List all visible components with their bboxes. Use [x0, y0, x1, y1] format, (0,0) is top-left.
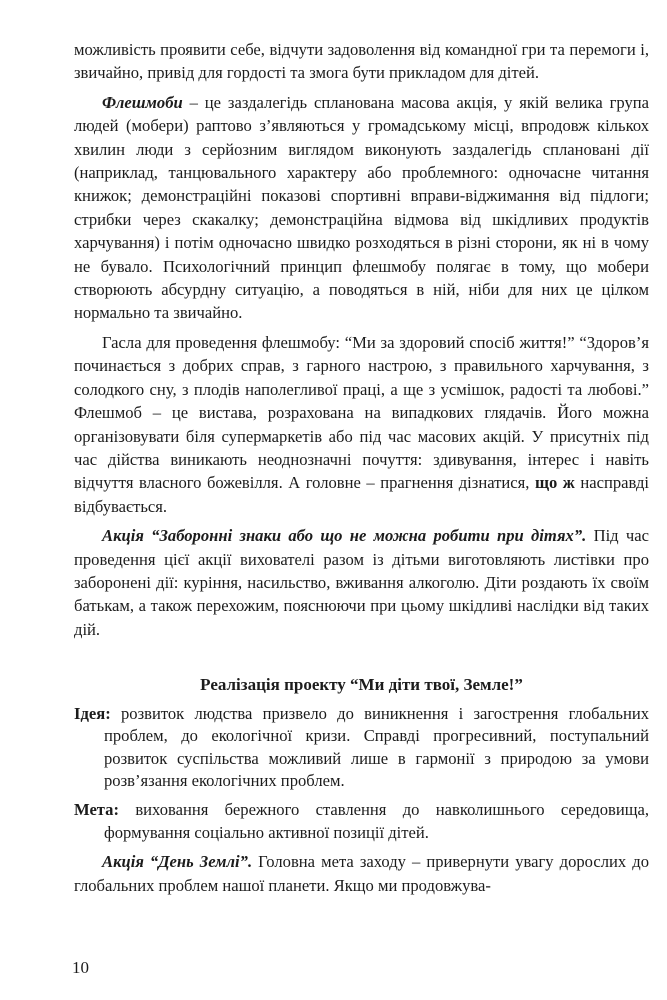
paragraph-teamwork — [74, 38, 649, 85]
emphasis-text: що ж — [534, 473, 575, 493]
paragraph-action-forbidden-signs — [74, 524, 649, 641]
flashmob-slogans-tail: насправді відбувається. — [74, 473, 649, 516]
flashmob-slogans-text: Гасла для проведення флешмобу: “Ми за здоровий спосіб життя!” “Здоров’я починається з добрих справ, з гарного настрою, з правильного харчування, з солодкого сну, з плодів наполегливої праці, а ще з усмішок, радості та любові.” Флешмоб – це вистава, розрахована на випадкових глядачів. Його можна організовувати біля супермаркетів або під час масових акцій. У присутніх під час дійства виникають неоднозначні почуття: здивування, інтерес і навіть відчуття власного божевілля. А головне – прагнення дізнатися, — [74, 332, 649, 493]
idea-label: Ідея: — [74, 703, 111, 723]
goal-text: виховання бережного ставлення до навколишнього середовища, формування соціально активної позиції дітей. — [104, 799, 649, 842]
action-earth-day-title: Акція “День Землі”. — [102, 852, 253, 872]
paragraph-flashmob-definition — [74, 91, 649, 325]
flashmob-definition-text: – це заздалегідь спланована масова акція, у якій велика група людей (мобери) раптово з’являються у громадському місці, впродовж кількох хвилин люди з серйозним виглядом виконують заздалегідь сплановані дії (наприклад, танцювального характеру або проблемного: одночасне читання книжок; демонстраційні показові спортивні вправи-віджимання від підлоги; стрибки через скакалку; демонстраційна відмова від шкідливих продуктів харчування) і потім одночасно швидко розходяться в різні сторони, як ні в чому не бувало. Психологічний принцип флешмобу полягає в тому, що мобери створюють абсурдну ситуацію, а поводяться в ній, ніби для них це цілком нормально та звичайно. — [74, 92, 649, 323]
paragraph-teamwork-text: можливість проявити себе, відчути задоволення від командної гри та перемоги і, звичайно, привід для гордості та змога бути прикладом для дітей. — [74, 40, 649, 83]
section-heading: Реалізація проекту “Ми діти твої, Земле!” — [200, 675, 523, 695]
paragraph-action-earth-day — [74, 850, 649, 897]
idea-text: розвиток людства призвело до виникнення і загострення глобальних проблем, до екологічної кризи. Справді прогресивний, поступальний розвиток суспільства можливий лише в гармонії з природою за умови розв’язання екологічних проблем. — [104, 703, 649, 791]
action-earth-day-text: Головна мета заходу – привернути увагу дорослих до глобальних проблем нашої планети. Якщо ми продовжува- — [74, 852, 649, 895]
flashmob-term: Флешмоби — [102, 92, 183, 112]
goal-row — [74, 799, 649, 844]
paragraph-flashmob-slogans — [74, 331, 649, 518]
idea-row — [74, 703, 649, 793]
action-forbidden-signs-title: Акція “Заборонні знаки або що не можна робити при дітях”. — [102, 526, 587, 546]
goal-label: Мета: — [74, 799, 119, 819]
page-number: 10 — [72, 958, 89, 977]
action-forbidden-signs-text: Під час проведення цієї акції вихователі разом із дітьми виготовляють листівки про заборонені дії: куріння, насильство, вживання алкоголю. Діти роздають їх своїм батькам, а також перехожим, пояснюючи при цьому шкідливі наслідки від таких дій. — [74, 526, 649, 639]
